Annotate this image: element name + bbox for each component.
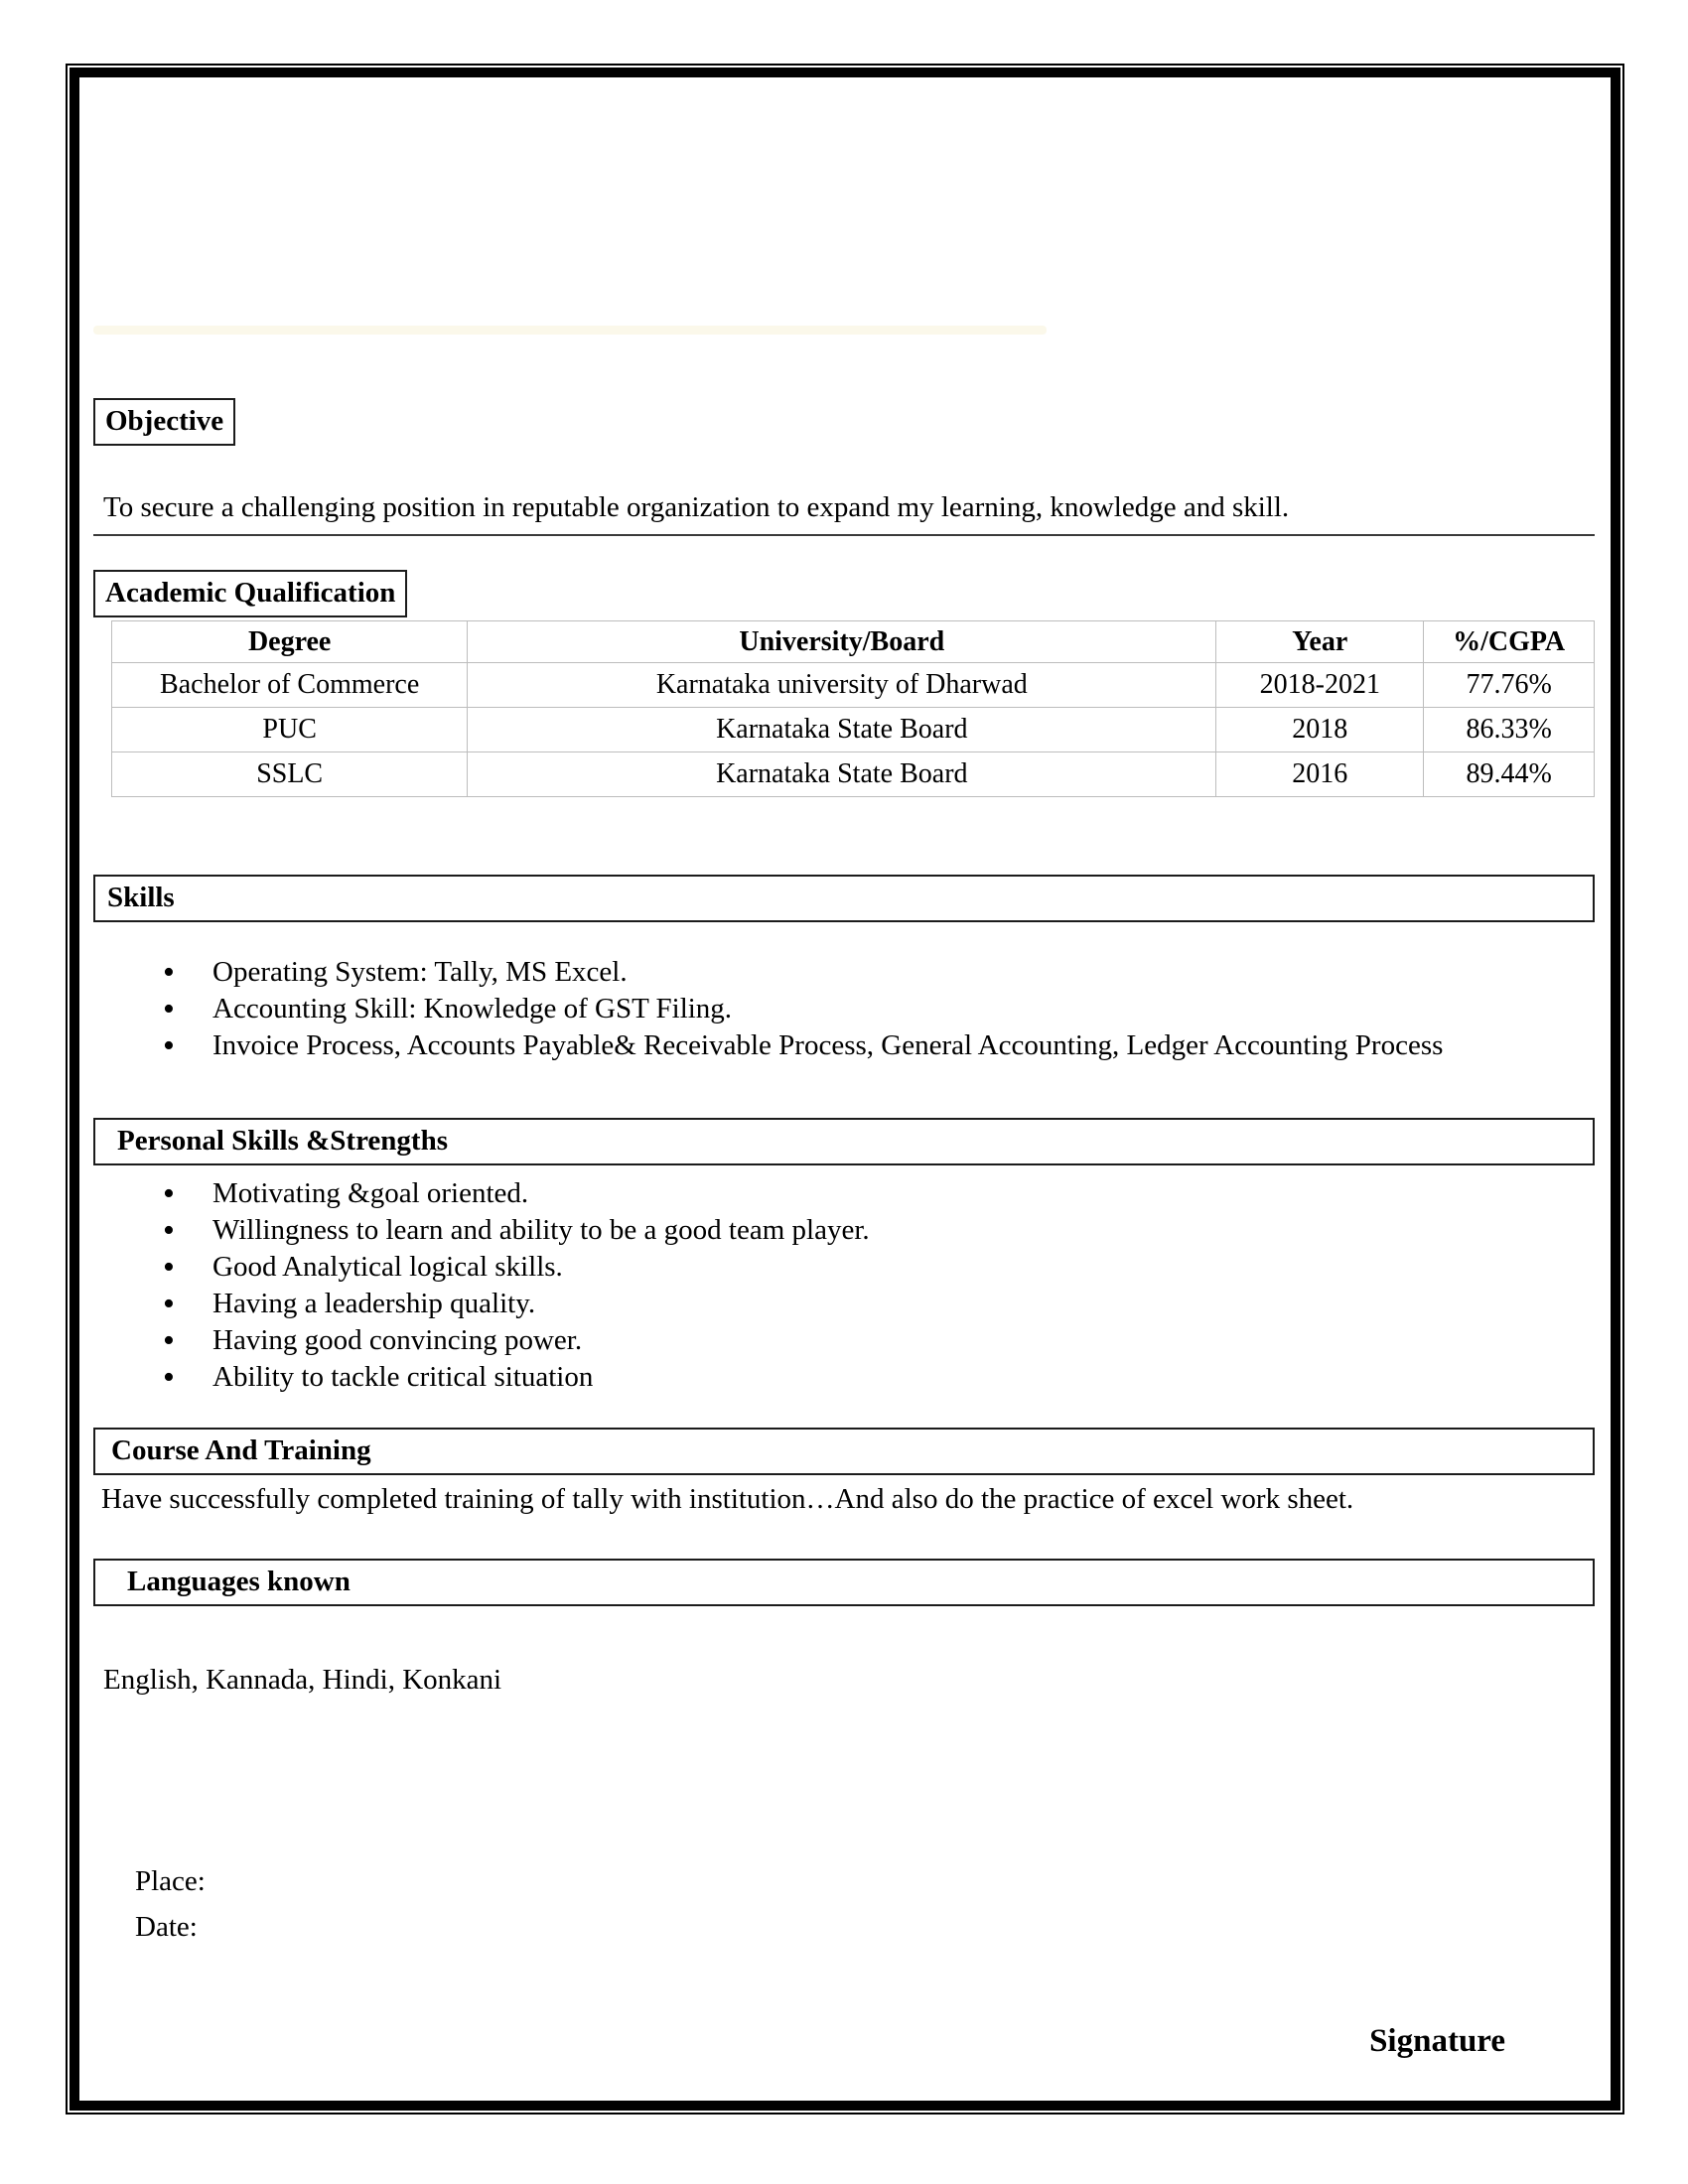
skill-item: • Invoice Process, Accounts Payable& Receivable Process, General Accounting, Ledger Accounting Process [93,1027,1595,1064]
cell-cgpa: 89.44% [1424,752,1595,797]
cell-cgpa: 86.33% [1424,708,1595,752]
cell-year: 2018-2021 [1216,663,1424,708]
cell-year: 2016 [1216,752,1424,797]
qualification-table [111,620,1595,797]
table-row [112,663,1595,708]
resume-page [79,77,1611,2101]
cell-university: Karnataka State Board [468,708,1216,752]
table-row [112,752,1595,797]
faded-redaction-smear [93,326,1047,335]
personal-skill-item: • Having a leadership quality. [93,1286,1595,1322]
cell-degree: PUC [112,708,468,752]
cell-degree: Bachelor of Commerce [112,663,468,708]
table-header-university-board: University/Board [468,621,1216,663]
personal-skill-item: • Willingness to learn and ability to be a good team player. [93,1212,1595,1249]
table-header-year: Year [1216,621,1424,663]
place-date-block [135,1858,1595,1950]
objective-heading: Objective [93,398,235,446]
page-border-frame [66,64,1624,2115]
languages-known-heading: Languages known [93,1559,1595,1606]
signature-label: Signature [1369,2023,1505,2059]
page-inner-border [70,68,1620,2111]
table-header-cgpa: %/CGPA [1424,621,1595,663]
objective-text: To secure a challenging position in reputable organization to expand my learning, knowledge and skill. [93,489,1595,536]
place-label: Place: [135,1865,206,1897]
cell-university: Karnataka university of Dharwad [468,663,1216,708]
skills-heading: Skills [93,875,1595,922]
personal-skill-item: • Having good convincing power. [93,1322,1595,1359]
course-training-heading: Course And Training [93,1428,1595,1475]
course-training-text: Have successfully completed training of tally with institution…And also do the practice of excel work sheet. [101,1483,1354,1515]
skill-item: • Accounting Skill: Knowledge of GST Filing. [93,991,1595,1027]
cell-cgpa: 77.76% [1424,663,1595,708]
skills-list [93,954,1595,1064]
skill-item: • Operating System: Tally, MS Excel. [93,954,1595,991]
cell-year: 2018 [1216,708,1424,752]
personal-skills-list [93,1175,1595,1396]
languages-text: English, Kannada, Hindi, Konkani [103,1664,502,1696]
table-header-degree: Degree [112,621,468,663]
personal-skill-item: • Motivating &goal oriented. [93,1175,1595,1212]
table-row [112,708,1595,752]
personal-skill-item: • Good Analytical logical skills. [93,1249,1595,1286]
academic-qualification-heading: Academic Qualification [93,570,407,617]
date-label: Date: [135,1911,198,1943]
personal-skills-heading: Personal Skills &Strengths [93,1118,1595,1165]
cell-university: Karnataka State Board [468,752,1216,797]
table-header-row [112,621,1595,663]
personal-skill-item: • Ability to tackle critical situation [93,1359,1595,1396]
cell-degree: SSLC [112,752,468,797]
